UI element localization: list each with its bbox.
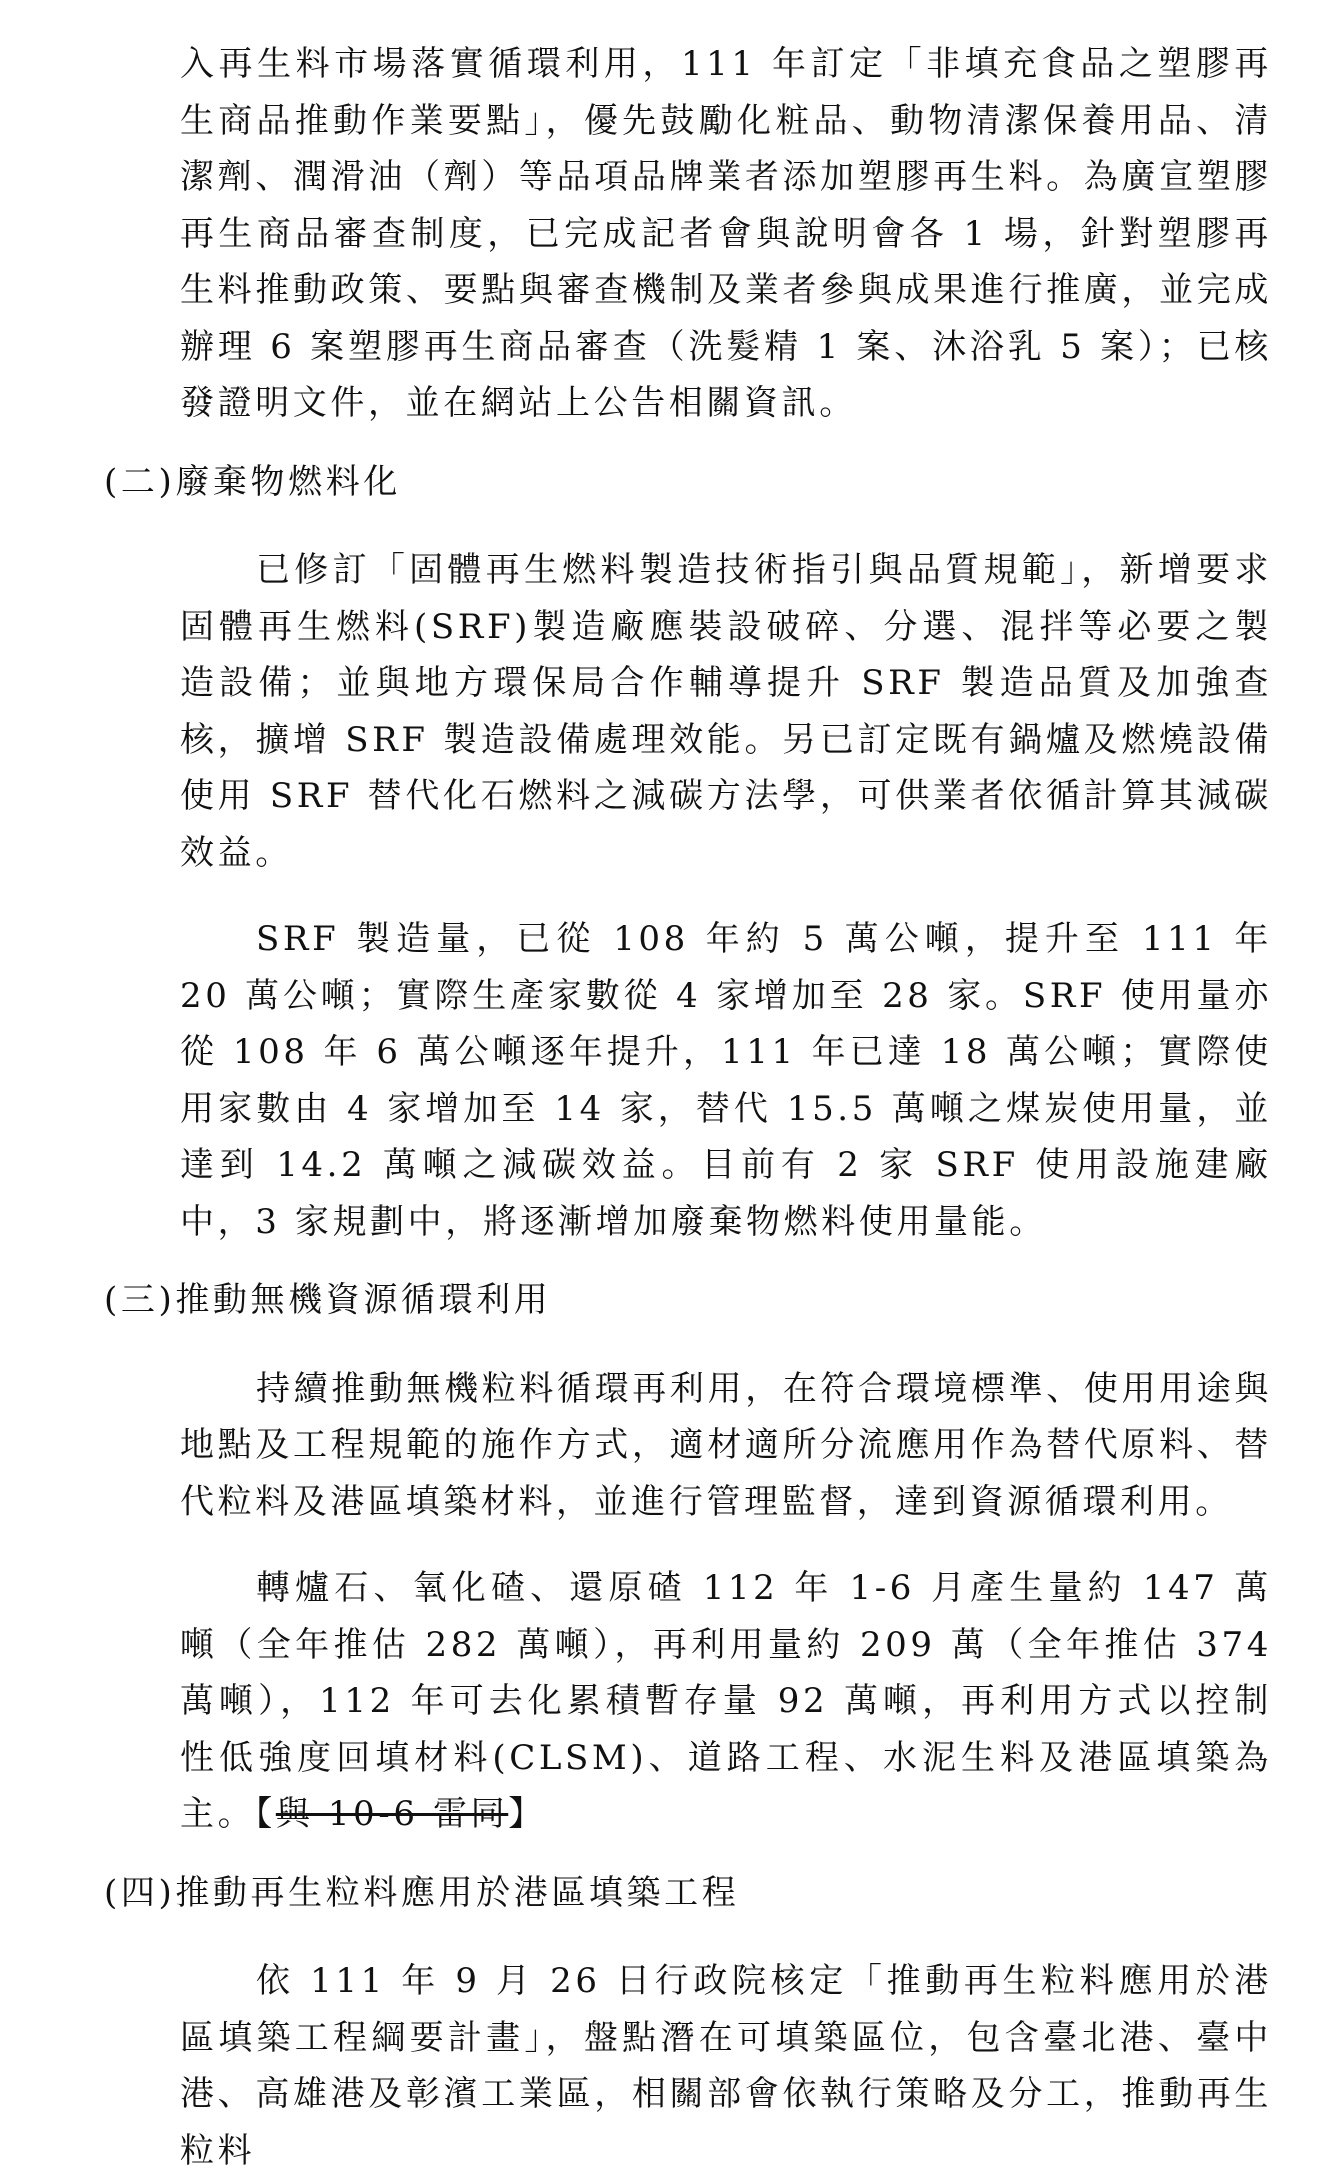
note-open-bracket: 【	[255, 1794, 276, 1834]
section-heading-port-fill: (四)推動再生粒料應用於港區填築工程	[104, 1872, 740, 1913]
section-heading-waste-fuel: (二)廢棄物燃料化	[104, 461, 401, 502]
paragraph-srf-production: SRF 製造量，已從 108 年約 5 萬公噸，提升至 111 年 20 萬公噸；實際生產家數從 4 家增加至 28 家。SRF 使用量亦從 108 年 6 萬公噸逐年提升，111 年已達 18 萬公噸；實際使用家數由 4 家增加至 14 家，替代 15.5 萬噸之煤炭使用量，並達到 14.2 萬噸之減碳效益。目前有 2 家 SRF 使用設施建廠中，3 家規劃中，將逐漸增加廢棄物燃料使用量能。	[180, 919, 1272, 1242]
note-struck-text: 與 10-6 雷同	[275, 1794, 509, 1834]
paragraph-inorganic-aggregate: 持續推動無機粒料循環再利用，在符合環境標準、使用用途與地點及工程規範的施作方式，適材適所分流應用作為替代原料、替代粒料及港區填築材料，並進行管理監督，達到資源循環利用。	[180, 1368, 1272, 1522]
editor-note	[255, 1794, 546, 1834]
paragraph-plastic-recycled-goods: 入再生料市場落實循環利用，111 年訂定「非填充食品之塑膠再生商品推動作業要點」，優先鼓勵化粧品、動物清潔保養用品、清潔劑、潤滑油（劑）等品項品牌業者添加塑膠再生料。為廣宣塑膠再生商品審查制度，已完成記者會與說明會各 1 場，針對塑膠再生料推動政策、要點與審查機制及業者參與成果進行推廣，並完成辦理 6 案塑膠再生商品審查（洗髮精 1 案、沐浴乳 5 案）；已核發證明文件，並在網站上公告相關資訊。	[180, 44, 1272, 423]
paragraph-srf-guidelines: 已修訂「固體再生燃料製造技術指引與品質規範」，新增要求固體再生燃料(SRF)製造廠應裝設破碎、分選、混拌等必要之製造設備；並與地方環保局合作輔導提升 SRF 製造品質及加強查核，擴增 SRF 製造設備處理效能。另已訂定既有鍋爐及燃燒設備使用 SRF 替代化石燃料之減碳方法學，可供業者依循計算其減碳效益。	[180, 550, 1272, 873]
paragraph-slag-reuse-text: 轉爐石、氧化碴、還原碴 112 年 1-6 月產生量約 147 萬噸（全年推估 282 萬噸），再利用量約 209 萬（全年推估 374 萬噸），112 年可去化累積暫存量 92 萬噸，再利用方式以控制性低強度回填材料(CLSM)、道路工程、水泥生料及港區填築為主。	[180, 1568, 1272, 1834]
note-close-bracket: 】	[508, 1794, 546, 1834]
section-heading-inorganic-resources: (三)推動無機資源循環利用	[104, 1280, 552, 1320]
paragraph-slag-reuse	[104, 1560, 1272, 1843]
paragraph-port-fill-plan: 依 111 年 9 月 26 日行政院核定「推動再生粒料應用於港區填築工程綱要計畫」，盤點潛在可填築區位，包含臺北港、臺中港、高雄港及彰濱工業區，相關部會依執行策略及分工，推動再生粒料	[180, 1961, 1272, 2171]
